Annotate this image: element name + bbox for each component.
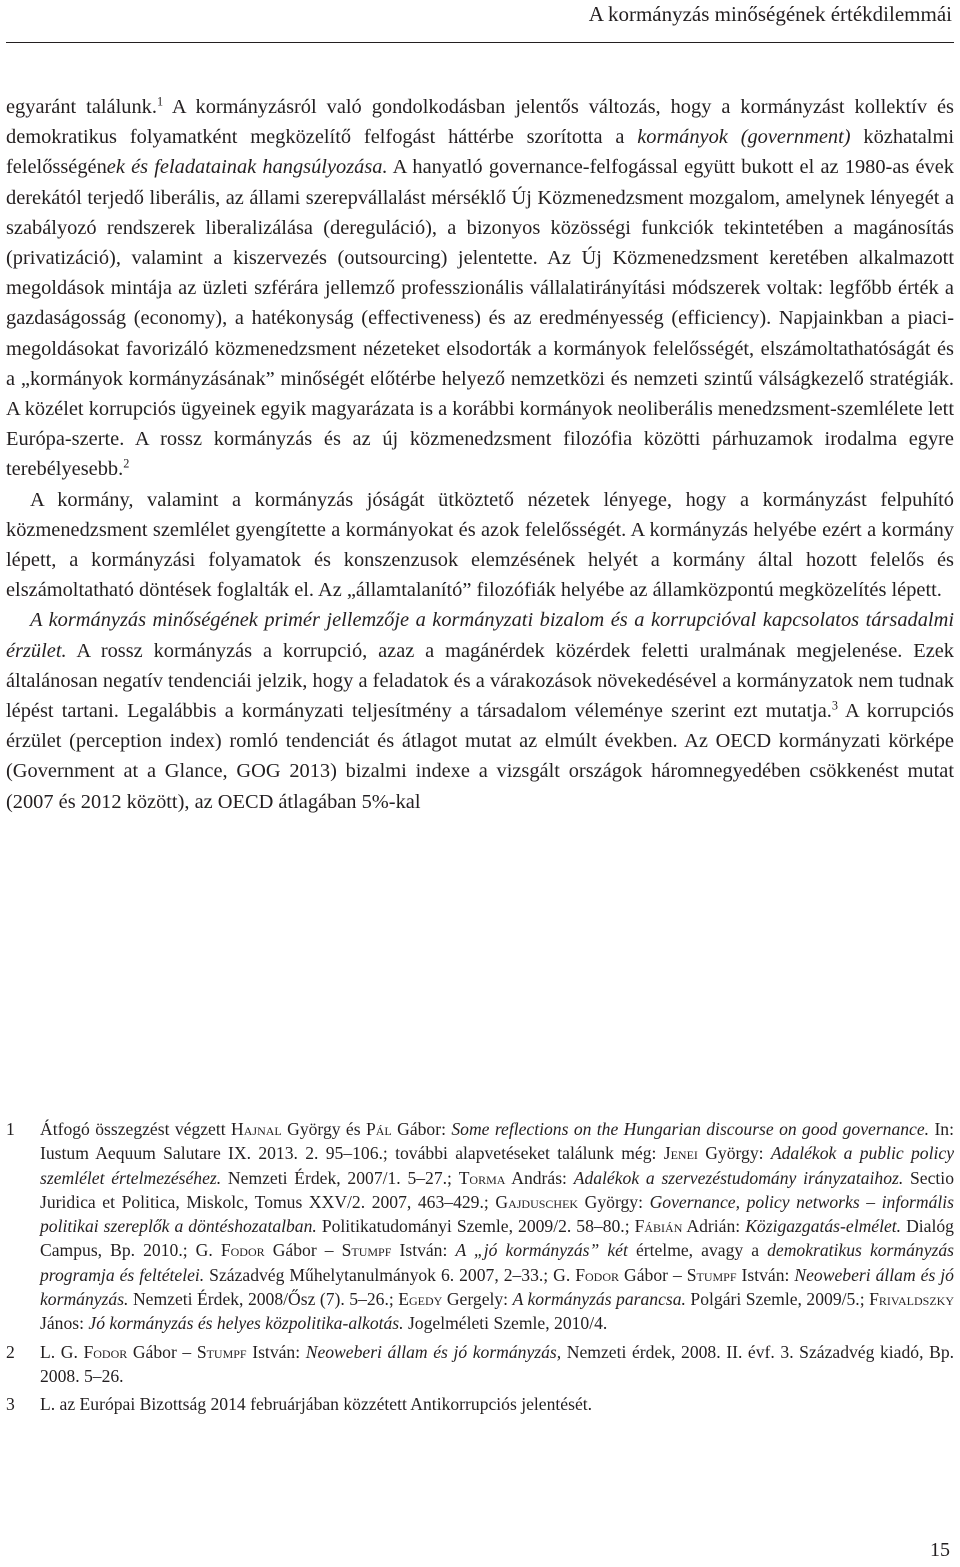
footnote-number: 2 <box>6 1341 15 1362</box>
page-number: 15 <box>930 1539 950 1561</box>
running-head: A kormányzás minőségének értékdilemmái <box>588 2 952 26</box>
footnote-1 <box>6 1117 954 1336</box>
footnote-ref-3: 3 <box>831 698 838 713</box>
footnote-ref-2: 2 <box>123 457 130 472</box>
footnote-text: Átfogó összegzést végzett Hajnal György és Pál Gábor: Some reflections on the Hungarian discourse on good governance. In: Iustum Aequum Salutare IX. 2013. 2. 95–106.; további alapvetéseket találunk még: Jenei György: Adalékok a public policy szemlélet értelmezéséhez. Nemzeti Érdek, 2007/1. 5–27.; Torma András: Adalékok a szervezéstudomány irányzataihoz. Sectio Juridica et Politica, Miskolc, Tomus XXV/2. 2007, 463–429.; Gajduschek György: Governance, policy networks – informális politikai szereplők a döntéshozatalban. Politikatudományi Szemle, 2009/2. 58–80.; Fábián Adrián: Közigazgatás-elmélet. Dialóg Campus, Bp. 2010.; G. Fodor Gábor – Stumpf István: A „jó kormányzás” két értelme, avagy a demokratikus kormányzás programja és feltételei. Századvég Műhelytanulmányok 6. 2007, 2–33.; G. Fodor Gábor – Stumpf István: Neoweberi állam és jó kormányzás. Nemzeti Érdek, 2008/Ősz (7). 5–26.; Egedy Gergely: A kormányzás parancsa. Polgári Szemle, 2009/5.; Frivaldszky János: Jó kormányzás és helyes közpolitika-alkotás. Jogelméleti Szemle, 2010/4. <box>40 1119 955 1334</box>
footnote-number: 3 <box>6 1394 15 1415</box>
paragraph-3: A kormányzás minőségének primér jellemzője a kormányzati bizalom és a korrupcióval kapcsolatos társadalmi érzület. A rossz kormányzás a korrupció, azaz a magánérdek közérdek feletti uralmának megjelenése. Ezek általánosan negatív tendenciái jelzik, hogy a feladatok és a várakozások növekedésével a kormányzatok nem tudnak lépést tartani. Legalábbis a kormányzati teljesítmény a társadalom véleménye szerint ezt mutatja.$^3$ A korrupciós érzület (perception index) romló tendenciát és átlagot mutat az elmúlt években. Az OECD kormányzati körképe (Government at a Glance, GOG 2013) bizalmi indexe a vizsgált országok háromnegyedében csökkenést mutat (2007 és 2012 között), az OECD átlagában 5%-kal <box>6 609 954 813</box>
footnote-number: 1 <box>6 1119 15 1139</box>
footnote-text: L. az Európai Bizottság 2014 februárjában közzétett Antikorrupciós jelentését. <box>40 1394 593 1415</box>
main-text <box>6 92 954 817</box>
footnotes <box>6 1117 954 1421</box>
paragraph-1: egyaránt találunk.$^1$ A kormányzásról való gondolkodásban jelentős változás, hogy a kormányzást kollektív és demokratikus folyamatként megközelítő felfogást háttérbe szorította a kormányok (government) közhatalmi felelősségének és feladatainak hangsúlyozása. A hanyatló governance-felfogással együtt bukott el az 1980-as évek derekától terjedő liberális, az állami szerepvállalást mérséklő Új Közmenedzsment mozgalom, amelynek lényegét a szabályozó rendszerek liberalizálása (dereguláció), a bizonyos közösségi funkciók tekintetében a magánosítás (privatizáció), valamint a kiszervezés (outsourcing) jelentette. Az Új Közmenedzsment keretében alkalmazott megoldások mintája az üzleti szférára jellemző professzionális vállalatirányítási módszerek voltak: legfőbb érték a gazdaságosság (economy), a hatékonyság (effectiveness) és az eredményesség (efficiency). Napjainkban a piaci-megoldásokat favorizáló közmenedzsment nézeteket elsodorták a kormányok felelősségét, elszámoltathatóságát és a „kormányok kormányzásának” minőségét előtérbe helyező nemzetközi és nemzeti szintű válságkezelő stratégiák. A közélet korrupciós ügyeinek egyik magyarázata is a korábbi kormányok neoliberális menedzsment-szemlélete lett Európa-szerte. A rossz kormányzás és az új közmenedzsment filozófia közötti párhuzamok irodalma egyre terebélyesebb.$^2$ <box>6 94 954 481</box>
footnote-ref-1: 1 <box>156 94 164 109</box>
footnote-text: L. G. Fodor Gábor – Stumpf István: Neoweberi állam és jó kormányzás, Nemzeti érdek, 2008. II. évf. 3. Századvég kiadó, Bp. 2008. 5–26. <box>40 1341 955 1386</box>
footnote-3 <box>6 1392 954 1416</box>
footnote-2 <box>6 1340 954 1389</box>
header-rule <box>6 42 954 43</box>
paragraph-2: A kormány, valamint a kormányzás jóságát ütköztető nézetek lényege, hogy a kormányzást felpuhító közmenedzsment szemlélet gyengítette a kormányokat és azok felelősségét. A kormányzás helyébe ezért a kormány lépett, a kormányzási folyamatok és konszenzusok elemzésének helyét a kormány által hozott felelős és elszámoltatható döntések foglalták el. Az „államtalanító” filozófiák helyébe az államközpontú megközelítés lépett. <box>6 488 954 602</box>
